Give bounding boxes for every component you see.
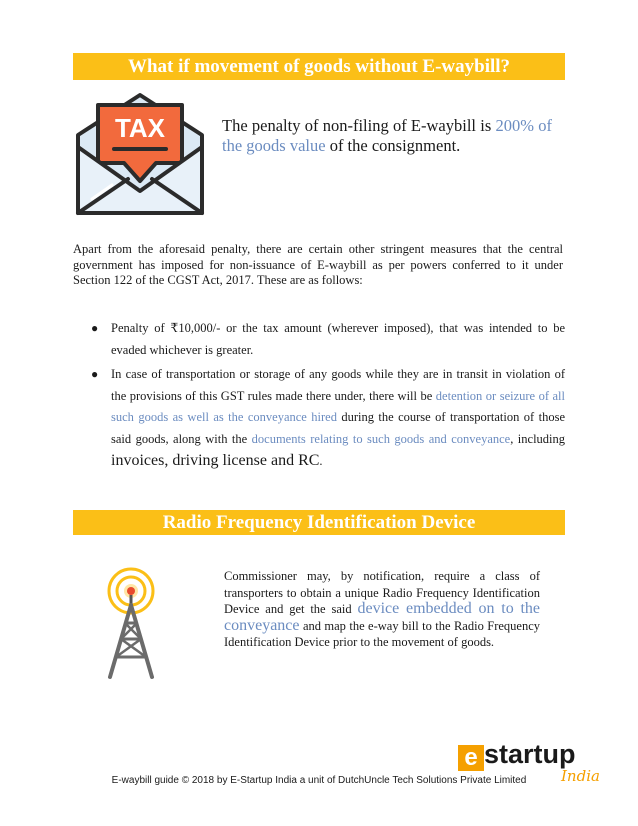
- footer-copyright: E-waybill guide © 2018 by E-Startup India a unit of DutchUncle Tech Solutions Private Limited: [111, 775, 527, 786]
- logo-wordmark: startup: [484, 739, 576, 769]
- measures-list: [73, 318, 565, 473]
- documents-highlight: documents relating to such goods and conveyance: [251, 431, 511, 446]
- section-heading-rfid: Radio Frequency Identification Device: [73, 510, 565, 535]
- rfid-highlight: device embedded on to the conveyance: [224, 600, 540, 634]
- list-item: ● Penalty of ₹10,000/- or the tax amount (wherever imposed), that was intended to be evaded whichever is greater.: [73, 318, 565, 361]
- seizure-highlight: detention or seizure of all such goods as well as the conveyance hired: [111, 388, 565, 424]
- penalty-lead-text: The penalty of non-filing of E-waybill is 200% of the goods value of the consignment.: [222, 116, 552, 155]
- logo-script: India: [561, 767, 600, 785]
- rfid-description: Commissioner may, by notification, require a class of transporters to obtain a unique Radio Frequency Identification Device and get the said device embedded on to the conveyance and map the e-way bill to the Radio Frequency Identification Device prior to the movement of goods.: [224, 569, 540, 649]
- tax-label: TAX: [114, 113, 166, 143]
- section-heading-eway: What if movement of goods without E-waybill?: [73, 53, 565, 80]
- logo-e-mark: e: [458, 745, 484, 771]
- bullet-icon: ●: [91, 367, 99, 381]
- penalty-highlight: 200% of the goods value: [222, 116, 552, 155]
- measures-intro: Apart from the aforesaid penalty, there are certain other stringent measures that the central government has imposed for non-issuance of E-waybill as per powers conferred to it under Section 122 of the CGST Act, 2017. These are as follows:: [73, 242, 563, 287]
- documents-list: invoices, driving license and RC: [111, 452, 320, 469]
- bullet-icon: ●: [91, 321, 99, 335]
- radio-tower-icon: [100, 565, 164, 681]
- tax-envelope-icon: [72, 87, 208, 219]
- list-item: ● In case of transportation or storage of any goods while they are in transit in violation of the provisions of this GST rules made there under, there will be detention or seizure of all such goods as well as the conveyance hired during the course of transportation of those said goods, along with the documents relating to such goods and conveyance, including invoices, driving license and RC.: [73, 364, 565, 473]
